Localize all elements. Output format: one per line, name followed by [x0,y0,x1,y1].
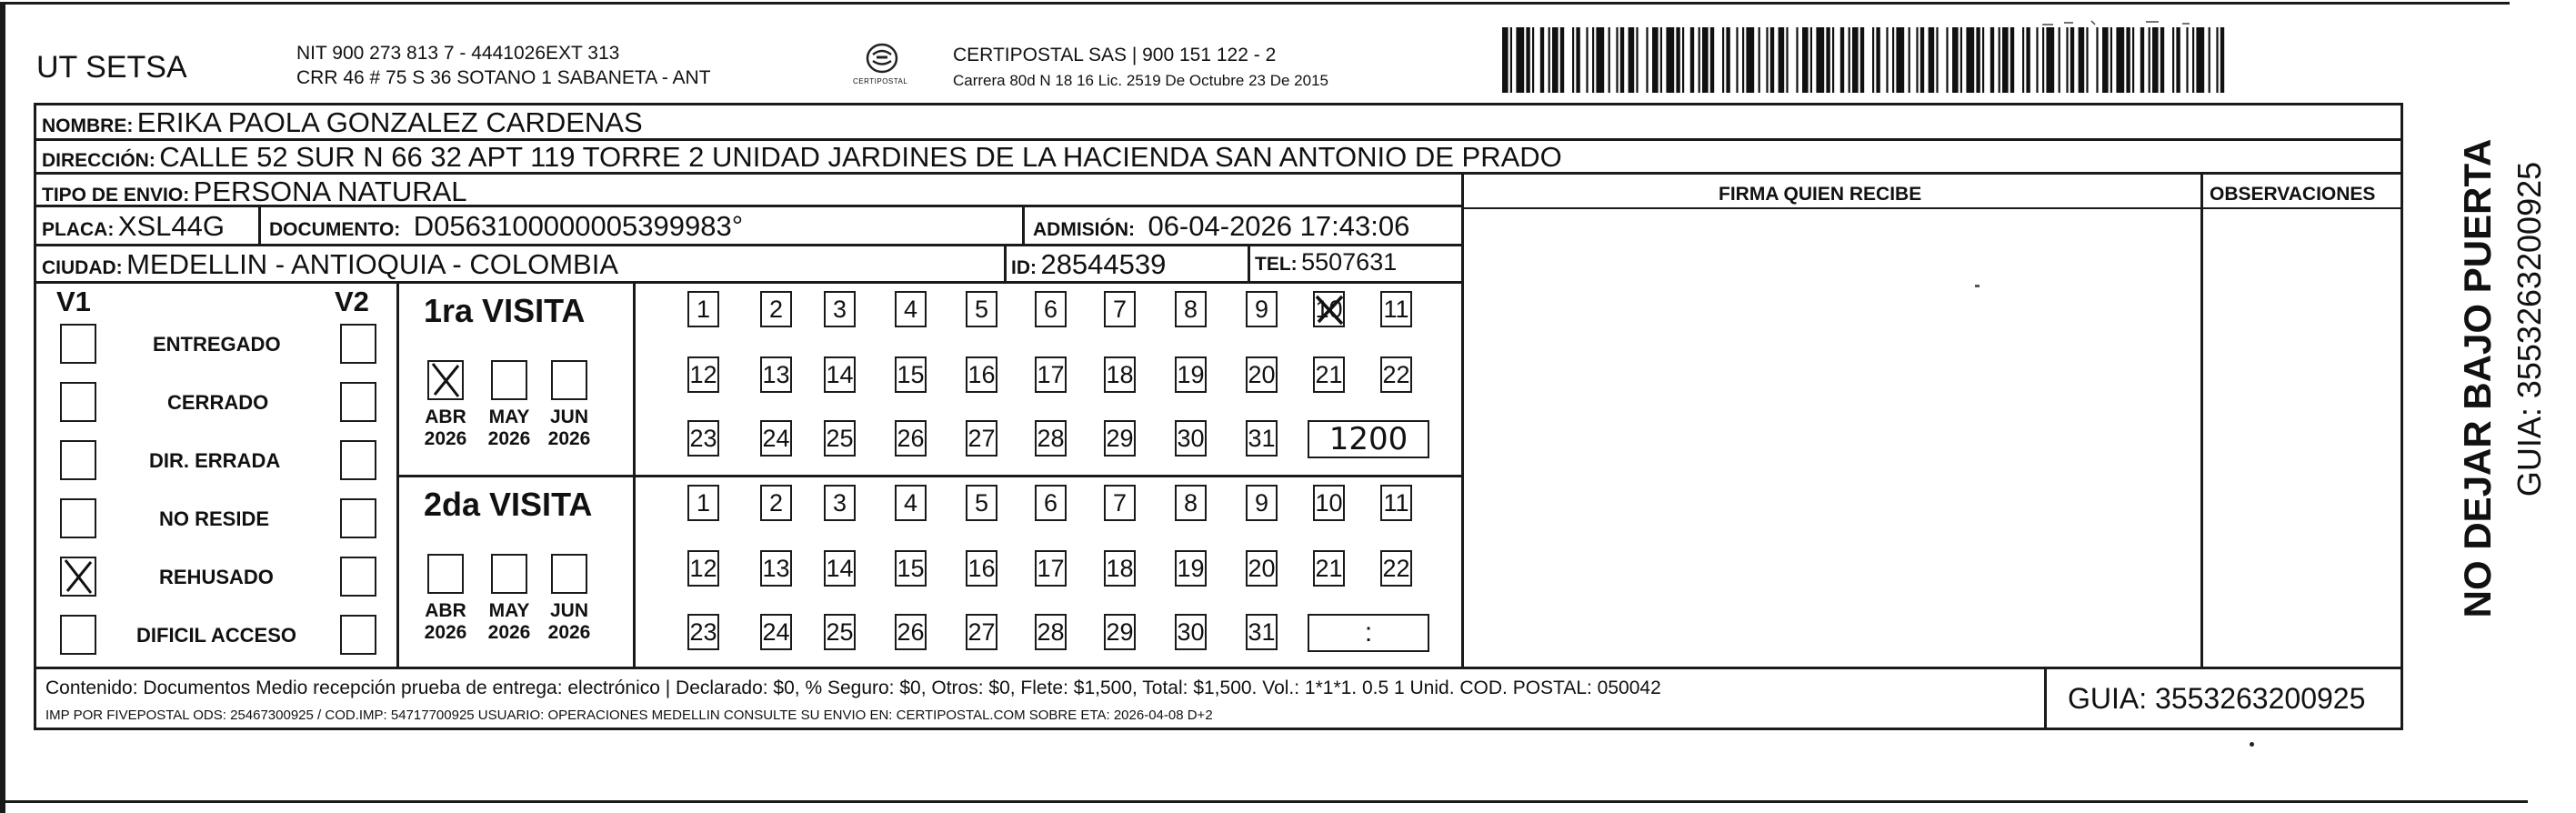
barcode-bar [1759,27,1760,93]
day-box[interactable]: 31 [1246,614,1278,650]
visit1-title: 1ra VISITA [424,292,586,329]
certipostal-logo [855,40,909,91]
day-box[interactable]: 28 [1035,420,1067,457]
barcode-bar [2096,27,2098,93]
shipping-type: PERSONA NATURAL [193,176,467,207]
document-value: D0563100000005399983° [413,210,744,242]
v2-checkbox[interactable] [340,498,376,538]
barcode-bar [2172,27,2174,93]
barcode-bar [2140,27,2144,93]
footer-guide-divider [2044,668,2047,729]
barcode-bar [2176,27,2180,93]
barcode-bar [1936,27,1938,93]
barcode-bar [1990,27,1994,93]
barcode-bar [1916,27,1918,93]
month-year: 2026 [487,622,531,644]
day-box[interactable]: 2 [760,485,792,521]
barcode-bar [1726,27,1729,93]
barcode-bar [2002,27,2009,93]
v2-checkbox[interactable] [340,615,376,655]
barcode-bar [2066,27,2068,93]
month-name: ABR [425,600,466,621]
carrier-line: CERTIPOSTAL SAS | 900 151 122 - 2 [953,45,1277,65]
address-label: DIRECCIÓN: [42,150,155,171]
v1-checkbox[interactable] [60,498,96,538]
footer-contents: Contenido: Documentos Medio recepción prueba de entrega: electrónico | Declarado: $0, % Seguro: $0, Otros: $0, Flete: $1,500, Total: $1,500. Vol.: 1*1*1. 0.5 1 Unid. COD. POSTAL: 050042 [45,678,1661,698]
v1-checkbox[interactable] [60,324,96,364]
barcode-bar [1510,27,1512,93]
signature-header: FIRMA QUIEN RECIBE [1719,184,1922,205]
day-box[interactable]: 15 [895,550,927,587]
barcode-bar [1766,27,1768,93]
id-divider [1004,244,1007,283]
id-label: ID: [1011,257,1037,278]
plate-label: PLACA: [42,219,115,240]
month-checkbox[interactable] [427,360,464,400]
day-box[interactable]: 26 [895,420,927,457]
barcode-bar [2086,27,2088,93]
scan-dot [2250,742,2254,747]
barcode-bar [1722,27,1724,93]
barcode-bar [1702,27,1709,93]
logo-caption: CERTIPOSTAL [853,77,908,85]
month-year: 2026 [424,622,467,644]
barcode-bar [1736,27,1738,93]
barcode-bar [2079,27,2085,93]
month-year: 2026 [487,428,531,450]
barcode-bar [1620,27,1624,93]
v1-checkbox[interactable] [60,557,96,597]
barcode-bar [1840,27,1844,93]
barcode-bar [1586,27,1588,93]
day-box[interactable]: 9 [1246,291,1278,327]
barcode-bar [1982,27,1984,93]
barcode-bar [1816,27,1824,93]
day-box[interactable]: 6 [1035,291,1067,327]
day-box[interactable]: 14 [824,550,856,587]
barcode-bar [1710,27,1714,93]
barcode-bar [1552,27,1559,93]
barcode-bar [1929,27,1935,93]
footer-imp: IMP POR FIVEPOSTAL ODS: 25467300925 / COD.IMP: 54717700925 USUARIO: OPERACIONES MEDELLIN CONSULTE SU ENVIO EN: CERTIPOSTAL.COM SOBRE ETA: 2026-04-08 D+2 [45,708,1213,723]
month-checkbox[interactable] [491,554,527,594]
barcode-bar [1876,27,1879,93]
barcode-icon [1502,27,2226,93]
plate-divider [258,207,261,246]
day-box[interactable]: 1 [687,291,719,327]
page-border-top [0,2,2510,5]
barcode-bar [1810,27,1812,93]
barcode-bar [1779,27,1785,93]
form-top [34,103,2402,105]
day-box[interactable]: 4 [895,291,927,327]
page-border-bottom [0,800,2528,803]
barcode-bar [1920,27,1924,93]
v2-checkbox[interactable] [340,382,376,422]
day-box[interactable]: 19 [1175,356,1207,393]
col-obs-left [2200,172,2203,668]
barcode-bar [1849,27,1850,93]
barcode-bar [1896,27,1904,93]
day-box[interactable]: 4 [895,485,927,521]
status-label: REHUSADO [159,566,274,588]
nit-line: NIT 900 273 813 7 - 4441026EXT 313 [296,43,620,64]
barcode-bar [1616,27,1618,93]
barcode-bar [1596,27,1604,93]
barcode-bar [2186,27,2188,93]
barcode-bar [2010,27,2014,93]
col-header-split [1461,207,2402,209]
day-box[interactable]: 30 [1175,614,1207,650]
month-checkbox[interactable] [551,554,587,594]
day-box[interactable]: 8 [1175,291,1207,327]
barcode-bar [1832,27,1834,93]
side-warning: NO DEJAR BAJO PUERTA [2456,138,2499,618]
day-box[interactable]: 1 [687,485,719,521]
admission-divider [1022,207,1025,246]
day-box[interactable]: 22 [1380,550,1412,587]
barcode [1502,27,2226,93]
barcode-bar [1516,27,1524,93]
plate-value: XSL44G [117,210,225,242]
barcode-bar [2116,27,2124,93]
shipping-type-label: TIPO DE ENVIO: [42,185,190,206]
barcode-bar [2196,27,2204,93]
form-bottom [34,728,2403,730]
day-box[interactable]: 29 [1104,420,1136,457]
day-number: 10 [1315,296,1343,323]
barcode-bar [1796,27,1798,93]
document-label: DOCUMENTO: [269,219,401,240]
month-name: JUN [549,406,588,427]
barcode-bar [1690,27,1694,93]
barcode-bar [2209,27,2210,93]
day-box[interactable]: 25 [824,420,856,457]
v2-checkbox[interactable] [340,557,376,597]
id-cell [1011,250,1166,278]
day-box[interactable]: 31 [1246,420,1278,457]
month-year: 2026 [547,428,591,450]
city-cell [42,250,618,278]
barcode-bar [1652,27,1659,93]
day-box[interactable] [1313,291,1345,327]
day-box[interactable]: 17 [1035,356,1067,393]
barcode-bar [2059,27,2060,93]
barcode-bar [1786,27,1788,93]
barcode-bar [2160,27,2164,93]
status-label: ENTREGADO [153,333,281,356]
barcode-bar [2036,27,2038,93]
month-label [482,406,536,450]
barcode-bar [2042,27,2044,93]
visit-time-box[interactable]: 1200 [1308,420,1429,458]
admission-value: 06-04-2026 17:43:06 [1148,210,1410,242]
barcode-bar [1770,27,1774,93]
barcode-bar [2046,27,2054,93]
day-box[interactable]: 6 [1035,485,1067,521]
day-box[interactable]: 21 [1313,550,1345,587]
name-row [42,108,643,136]
scan-dot-2 [1975,285,1980,287]
month-name: ABR [425,406,466,427]
day-box[interactable]: 16 [966,550,997,587]
day-box[interactable]: 21 [1313,356,1345,393]
barcode-bar [1576,27,1579,93]
tel-divider [1248,244,1250,283]
barcode-bar [1660,27,1662,93]
barcode-bar [1646,27,1648,93]
barcode-bar [1549,27,1550,93]
day-box[interactable]: 24 [760,614,792,650]
admission-label: ADMISIÓN: [1033,219,1135,240]
barcode-bar [2152,27,2159,93]
day-box[interactable]: 23 [687,614,719,650]
barcode-bar [2192,27,2194,93]
check-mark-icon [429,362,462,398]
day-box[interactable]: 16 [966,356,997,393]
shipping-row [42,177,467,206]
barcode-bar [1909,27,1910,93]
v2-checkbox[interactable] [340,324,376,364]
month-checkbox[interactable] [551,360,587,400]
barcode-bar [2132,27,2134,93]
address-row [42,143,1562,171]
barcode-bar [2220,27,2224,93]
tel-value: 5507631 [1301,248,1398,276]
barcode-bar [1966,27,1974,93]
footer-guide: GUIA: 3553263200925 [2068,682,2366,715]
month-label [542,600,596,644]
month-checkbox[interactable] [491,360,527,400]
barcode-bar [1999,27,2000,93]
side-guide: GUIA: 3553263200925 [2511,161,2548,497]
barcode-bar [1746,27,1754,93]
barcode-bar [1860,27,1864,93]
barcode-bar [1532,27,1534,93]
city-value: MEDELLIN - ANTIOQUIA - COLOMBIA [126,248,618,280]
barcode-bar [2022,27,2024,93]
day-box[interactable]: 25 [824,614,856,650]
barcode-bar [1592,27,1594,93]
day-box[interactable]: 7 [1104,485,1136,521]
barcode-bar [2070,27,2074,93]
scan-noise [2037,16,2219,27]
license-line: Carrera 80d N 18 16 Lic. 2519 De Octubre 23 De 2015 [953,72,1328,89]
barcode-bar [1742,27,1744,93]
form-right [2401,103,2403,730]
v1-checkbox[interactable] [60,382,96,422]
tel-label: TEL: [1255,254,1298,275]
city-label: CIUDAD: [42,257,123,278]
v1-checkbox[interactable] [60,615,96,655]
day-box[interactable]: 22 [1380,356,1412,393]
day-box[interactable]: 11 [1380,485,1412,521]
barcode-bar [1540,27,1544,93]
month-label [418,406,473,450]
day-box[interactable]: 9 [1246,485,1278,521]
month-label [482,600,536,644]
side-text [2410,118,2548,646]
company-address: CRR 46 # 75 S 36 SOTANO 1 SABANETA - ANT [296,67,711,88]
barcode-bar [1676,27,1679,93]
barcode-bar [1629,27,1635,93]
check-mark-icon [62,558,95,595]
status-label: CERRADO [167,391,269,414]
barcode-bar [1609,27,1610,93]
barcode-bar [1802,27,1809,93]
barcode-bar [1946,27,1948,93]
day-box[interactable]: 3 [824,485,856,521]
month-year: 2026 [424,428,467,450]
month-checkbox[interactable] [427,554,464,594]
status-label: DIR. ERRADA [149,449,281,472]
day-box[interactable]: 10 [1313,485,1345,521]
form-left [34,103,36,730]
day-box[interactable]: 2 [760,291,792,327]
cross-mark-icon [1311,291,1349,329]
day-box[interactable]: 5 [966,485,997,521]
day-box[interactable]: 19 [1175,550,1207,587]
barcode-bar [2149,27,2150,93]
barcode-bar [1572,27,1574,93]
barcode-bar [1872,27,1874,93]
v1-checkbox[interactable] [60,440,96,480]
v2-checkbox[interactable] [340,440,376,480]
visit2-title: 2da VISITA [424,486,593,523]
status-label: DIFICIL ACCESO [136,624,297,647]
day-box[interactable]: 29 [1104,614,1136,650]
barcode-bar [1526,27,1529,93]
day-box[interactable]: 12 [687,550,719,587]
col-sig-left [1461,172,1464,668]
day-box[interactable]: 7 [1104,291,1136,327]
barcode-bar [1666,27,1674,93]
barcode-bar [1699,27,1700,93]
day-box[interactable]: 23 [687,420,719,457]
day-box[interactable]: 12 [687,356,719,393]
barcode-bar [1892,27,1894,93]
barcode-bar [1636,27,1638,93]
barcode-bar [1886,27,1888,93]
barcode-bar [1502,27,1509,93]
barcode-bar [2102,27,2109,93]
barcode-bar [1960,27,1962,93]
visit-divider-h [396,475,1464,477]
plate-cell [42,212,225,240]
month-name: MAY [488,406,530,427]
barcode-bar [1976,27,1980,93]
day-box[interactable]: 20 [1246,356,1278,393]
month-label [542,406,596,450]
barcode-bar [1560,27,1564,93]
month-year: 2026 [547,622,591,644]
day-box[interactable]: 28 [1035,614,1067,650]
month-label [418,600,473,644]
day-box[interactable]: 30 [1175,420,1207,457]
barcode-bar [2216,27,2218,93]
barcode-bar [1952,27,1959,93]
day-box[interactable]: 13 [760,550,792,587]
signature-area[interactable] [1466,211,2199,666]
barcode-bar [1826,27,1829,93]
v2-label: V2 [335,286,369,317]
barcode-bar [2026,27,2030,93]
admission-cell [1033,212,1409,240]
barcode-bar [1682,27,1684,93]
day-box[interactable]: 13 [760,356,792,393]
status-label: NO RESIDE [159,507,270,530]
barcode-bar [1852,27,1859,93]
day-box[interactable]: 27 [966,420,997,457]
day-box[interactable]: 11 [1380,291,1412,327]
observations-area[interactable] [2205,211,2398,666]
v1-label: V1 [56,286,91,317]
document-cell [269,212,743,240]
day-box[interactable]: 27 [966,614,997,650]
day-box[interactable]: 15 [895,356,927,393]
day-box[interactable]: 8 [1175,485,1207,521]
day-box[interactable]: 5 [966,291,997,327]
recipient-name: ERIKA PAOLA GONZALEZ CARDENAS [136,106,643,138]
month-name: JUN [549,600,588,621]
row-line-footer [34,667,2402,669]
visit-time-box[interactable]: : [1308,614,1429,652]
day-box[interactable]: 20 [1246,550,1278,587]
recipient-address: CALLE 52 SUR N 66 32 APT 119 TORRE 2 UNIDAD JARDINES DE LA HACIENDA SAN ANTONIO DE PRADO [159,141,1562,173]
page-border-left [0,2,5,813]
company-name: UT SETSA [36,50,187,85]
day-box[interactable]: 14 [824,356,856,393]
day-box[interactable]: 26 [895,614,927,650]
day-box[interactable]: 24 [760,420,792,457]
barcode-bar [2126,27,2130,93]
id-value: 28544539 [1040,248,1167,280]
barcode-bar [2110,27,2112,93]
day-box[interactable]: 18 [1104,550,1136,587]
day-box[interactable]: 3 [824,291,856,327]
observations-header: OBSERVACIONES [2210,184,2376,205]
tel-cell [1255,250,1397,275]
name-label: NOMBRE: [42,115,134,136]
month-name: MAY [488,600,530,621]
day-box[interactable]: 17 [1035,550,1067,587]
day-box[interactable]: 18 [1104,356,1136,393]
